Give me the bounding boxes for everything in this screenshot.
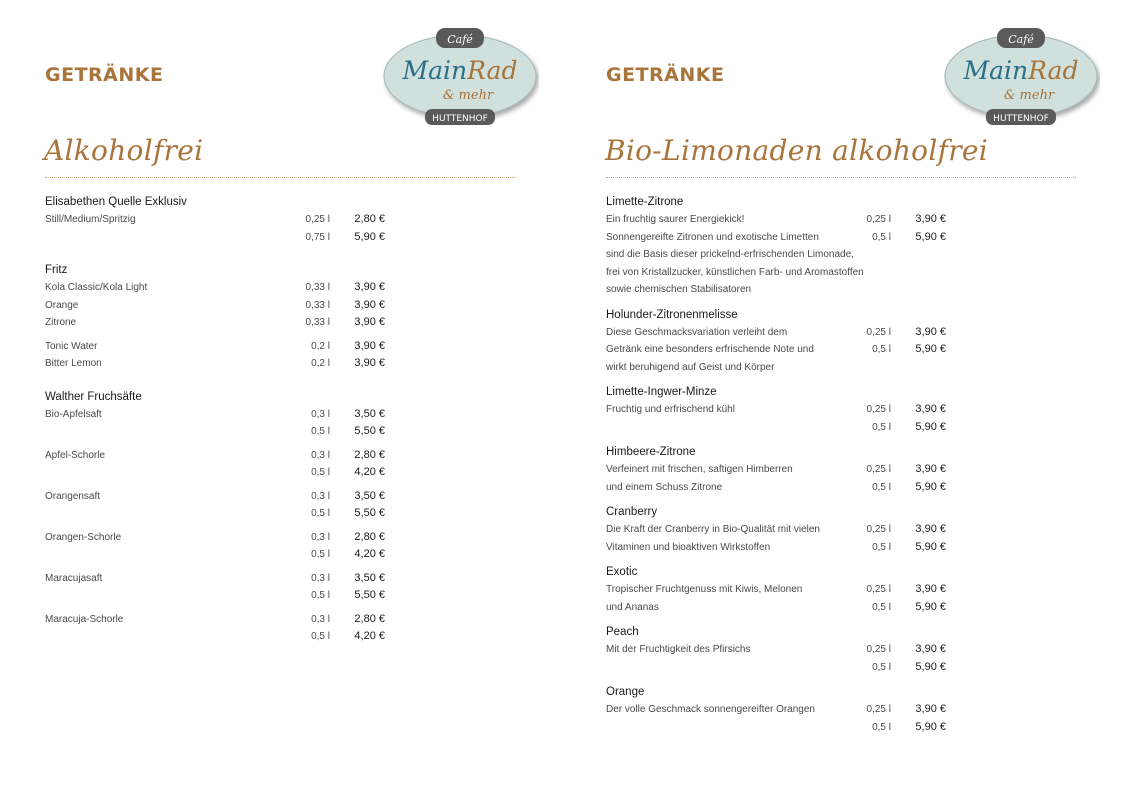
drink-price: 3,90 € xyxy=(915,523,946,535)
price-row xyxy=(45,279,515,297)
drink-volume: 0,5 l xyxy=(311,426,330,437)
drink-price: 5,90 € xyxy=(915,420,946,433)
drink-volume: 0,5 l xyxy=(311,549,330,560)
drink-price: 5,50 € xyxy=(354,507,385,519)
drink-volume: 0,3 l xyxy=(311,449,330,461)
drink-description: frei von Kristallzucker, künstlichen Farb- und Aromastoffen xyxy=(606,266,864,278)
drink-list xyxy=(45,194,515,646)
drink-description: Tonic Water xyxy=(45,340,98,352)
drink-price: 5,90 € xyxy=(915,660,946,673)
mainrad-logo xyxy=(383,26,539,130)
drink-price: 5,90 € xyxy=(354,230,385,243)
price-row xyxy=(45,229,515,247)
drink-list xyxy=(606,194,1076,736)
drink-price: 5,50 € xyxy=(354,589,385,601)
drink-price: 4,20 € xyxy=(354,630,385,642)
price-row xyxy=(45,488,515,506)
price-row xyxy=(606,599,1076,617)
group-spacer xyxy=(606,676,1076,684)
drink-price: 3,90 € xyxy=(915,325,946,338)
price-row xyxy=(606,539,1076,557)
group-spacer xyxy=(606,556,1076,564)
drink-volume: 0,3 l xyxy=(311,408,330,420)
price-row xyxy=(606,479,1076,497)
price-row xyxy=(606,401,1076,419)
drink-group-name: Elisabethen Quelle Exklusiv xyxy=(45,196,187,208)
drink-volume: 0,5 l xyxy=(872,344,891,355)
drink-volume: 0,5 l xyxy=(872,541,891,553)
drink-description: Getränk eine besonders erfrischende Note und xyxy=(606,344,814,355)
drink-price: 3,90 € xyxy=(915,643,946,655)
price-row xyxy=(606,211,1076,229)
drink-price: 4,20 € xyxy=(354,466,385,478)
drink-group-name: Limette-Ingwer-Minze xyxy=(606,386,717,398)
drink-price: 5,90 € xyxy=(915,480,946,493)
drink-description: Orange xyxy=(45,299,79,311)
drink-description: Bitter Lemon xyxy=(45,358,102,369)
drink-volume: 0,33 l xyxy=(305,299,330,311)
price-row xyxy=(606,229,1076,247)
price-row xyxy=(45,314,515,332)
drink-volume: 0,5 l xyxy=(872,721,891,733)
drink-group-name: Limette-Zitrone xyxy=(606,196,684,208)
price-row xyxy=(606,521,1076,539)
drink-price: 3,90 € xyxy=(354,357,385,369)
drink-group-name: Himbeere-Zitrone xyxy=(606,446,696,458)
drink-description: Mit der Fruchtigkeit des Pfirsichs xyxy=(606,644,751,655)
mainrad-logo xyxy=(944,26,1100,130)
section-title: Bio-Limonaden alkoholfrei xyxy=(605,134,989,167)
drink-description: und einem Schuss Zitrone xyxy=(606,481,723,493)
dotted-divider xyxy=(606,177,1076,178)
drink-volume: 0,25 l xyxy=(305,214,330,225)
svg-text:Café: Café xyxy=(1008,33,1034,46)
drink-volume: 0,33 l xyxy=(305,317,330,328)
drink-description: Tropischer Fruchtgenuss mit Kiwis, Melonen xyxy=(606,584,803,595)
drink-volume: 0,5 l xyxy=(872,661,891,673)
drink-price: 3,90 € xyxy=(915,583,946,595)
group-spacer xyxy=(606,436,1076,444)
price-row xyxy=(45,297,515,315)
drink-price: 3,90 € xyxy=(354,316,385,328)
drink-description: Bio-Apfelsaft xyxy=(45,408,102,420)
drink-description: Der volle Geschmack sonnengereifter Orangen xyxy=(606,704,815,715)
drink-volume: 0,25 l xyxy=(866,464,891,475)
drink-price: 3,90 € xyxy=(915,703,946,715)
drink-price: 5,90 € xyxy=(915,343,946,355)
drink-volume: 0,25 l xyxy=(866,214,891,225)
drink-volume: 0,33 l xyxy=(305,282,330,293)
drink-volume: 0,25 l xyxy=(866,404,891,415)
price-row xyxy=(606,719,1076,737)
drink-group-name: Walther Fruchsäfte xyxy=(45,390,142,403)
drink-price: 4,20 € xyxy=(354,548,385,560)
drink-description: Maracujasaft xyxy=(45,572,103,584)
drink-price: 3,50 € xyxy=(354,571,385,584)
svg-text:& mehr: & mehr xyxy=(442,88,494,103)
price-row xyxy=(45,355,515,373)
price-row xyxy=(45,338,515,356)
price-row xyxy=(606,659,1076,677)
svg-text:HUTTENHOF: HUTTENHOF xyxy=(993,114,1049,124)
drink-description: Maracuja-Schorle xyxy=(45,613,124,625)
price-row xyxy=(606,264,1076,282)
drink-volume: 0,5 l xyxy=(872,601,891,613)
price-row xyxy=(45,406,515,424)
price-row xyxy=(45,211,515,229)
svg-text:HUTTENHOF: HUTTENHOF xyxy=(432,114,488,124)
price-row xyxy=(606,461,1076,479)
drink-description: wirkt beruhigend auf Geist und Körper xyxy=(606,361,775,373)
drink-description: sind die Basis dieser prickelnd-erfrischenden Limonade, xyxy=(606,249,854,260)
drink-description: Apfel-Schorle xyxy=(45,449,106,461)
price-row xyxy=(45,529,515,547)
drink-volume: 0,5 l xyxy=(311,590,330,601)
drink-volume: 0,3 l xyxy=(311,572,330,584)
price-row xyxy=(45,423,515,441)
drink-price: 2,80 € xyxy=(354,530,385,543)
drink-description: Zitrone xyxy=(45,317,77,328)
drink-description: Still/Medium/Spritzig xyxy=(45,214,136,225)
drink-price: 3,90 € xyxy=(354,281,385,293)
drink-volume: 0,25 l xyxy=(866,644,891,655)
drink-volume: 0,75 l xyxy=(305,231,330,243)
price-row xyxy=(45,611,515,629)
drink-price: 5,90 € xyxy=(915,720,946,733)
drink-price: 5,90 € xyxy=(915,540,946,553)
drink-description: Verfeinert mit frischen, saftigen Himberren xyxy=(606,464,793,475)
group-spacer xyxy=(606,376,1076,384)
dotted-divider xyxy=(45,177,515,178)
drink-price: 3,90 € xyxy=(915,463,946,475)
section-title: Alkoholfrei xyxy=(44,134,204,167)
drink-price: 5,90 € xyxy=(915,600,946,613)
menu-page-right xyxy=(561,0,1122,793)
price-row xyxy=(606,641,1076,659)
price-row xyxy=(606,581,1076,599)
svg-text:MainRad: MainRad xyxy=(963,56,1079,85)
drink-volume: 0,5 l xyxy=(872,231,891,243)
price-row xyxy=(606,359,1076,377)
drink-volume: 0,2 l xyxy=(311,358,330,369)
drink-volume: 0,5 l xyxy=(311,508,330,519)
svg-text:Café: Café xyxy=(447,33,473,46)
price-row xyxy=(606,246,1076,264)
drink-volume: 0,5 l xyxy=(311,631,330,642)
drink-price: 2,80 € xyxy=(354,612,385,625)
group-spacer xyxy=(606,299,1076,307)
drink-price: 3,90 € xyxy=(354,298,385,311)
drink-volume: 0,5 l xyxy=(872,421,891,433)
drink-price: 5,90 € xyxy=(915,230,946,243)
price-row xyxy=(606,281,1076,299)
drink-price: 3,50 € xyxy=(354,489,385,502)
drink-description: Fruchtig und erfrischend kühl xyxy=(606,404,735,415)
drink-volume: 0,25 l xyxy=(866,584,891,595)
price-row xyxy=(45,587,515,605)
price-row xyxy=(45,570,515,588)
drink-price: 5,50 € xyxy=(354,425,385,437)
drink-price: 3,90 € xyxy=(354,339,385,352)
page-header: GETRÄNKE xyxy=(606,64,725,86)
drink-group-name: Holunder-Zitronenmelisse xyxy=(606,308,738,321)
drink-group-name: Exotic xyxy=(606,566,638,578)
drink-group-name: Peach xyxy=(606,626,639,638)
price-row xyxy=(606,341,1076,359)
drink-description: Diese Geschmacksvariation verleiht dem xyxy=(606,326,788,338)
page-header: GETRÄNKE xyxy=(45,64,164,86)
drink-volume: 0,2 l xyxy=(311,340,330,352)
drink-price: 3,50 € xyxy=(354,407,385,420)
group-spacer xyxy=(606,496,1076,504)
price-row xyxy=(45,505,515,523)
price-row xyxy=(606,419,1076,437)
drink-volume: 0,3 l xyxy=(311,613,330,625)
drink-description: Vitaminen und bioaktiven Wirkstoffen xyxy=(606,541,771,553)
drink-group-name: Cranberry xyxy=(606,506,658,518)
drink-price: 2,80 € xyxy=(354,448,385,461)
drink-volume: 0,25 l xyxy=(866,326,891,338)
drink-price: 3,90 € xyxy=(915,213,946,225)
drink-description: Ein fruchtig saurer Energiekick! xyxy=(606,214,745,225)
drink-description: Orangensaft xyxy=(45,490,101,502)
price-row xyxy=(45,628,515,646)
drink-volume: 0,5 l xyxy=(311,467,330,478)
drink-group-name: Orange xyxy=(606,686,645,698)
price-row xyxy=(45,447,515,465)
drink-price: 3,90 € xyxy=(915,403,946,415)
drink-volume: 0,3 l xyxy=(311,531,330,543)
drink-group-name: Fritz xyxy=(45,264,68,276)
drink-volume: 0,5 l xyxy=(872,481,891,493)
group-spacer xyxy=(45,246,515,262)
group-spacer xyxy=(606,616,1076,624)
drink-description: sowie chemischen Stabilisatoren xyxy=(606,284,752,295)
price-row xyxy=(606,324,1076,342)
drink-price: 2,80 € xyxy=(354,213,385,225)
drink-description: Orangen-Schorle xyxy=(45,531,122,543)
drink-volume: 0,3 l xyxy=(311,490,330,502)
svg-text:MainRad: MainRad xyxy=(402,56,518,85)
drink-description: Die Kraft der Cranberry in Bio-Qualität mit vielen xyxy=(606,524,820,535)
drink-description: und Ananas xyxy=(606,601,659,613)
group-spacer xyxy=(45,373,515,389)
price-row xyxy=(45,464,515,482)
drink-description: Kola Classic/Kola Light xyxy=(45,282,148,293)
drink-volume: 0,25 l xyxy=(866,704,891,715)
drink-description: Sonnengereifte Zitronen und exotische Limetten xyxy=(606,231,819,243)
price-row xyxy=(45,546,515,564)
price-row xyxy=(606,701,1076,719)
svg-text:& mehr: & mehr xyxy=(1003,88,1055,103)
drink-volume: 0,25 l xyxy=(866,524,891,535)
